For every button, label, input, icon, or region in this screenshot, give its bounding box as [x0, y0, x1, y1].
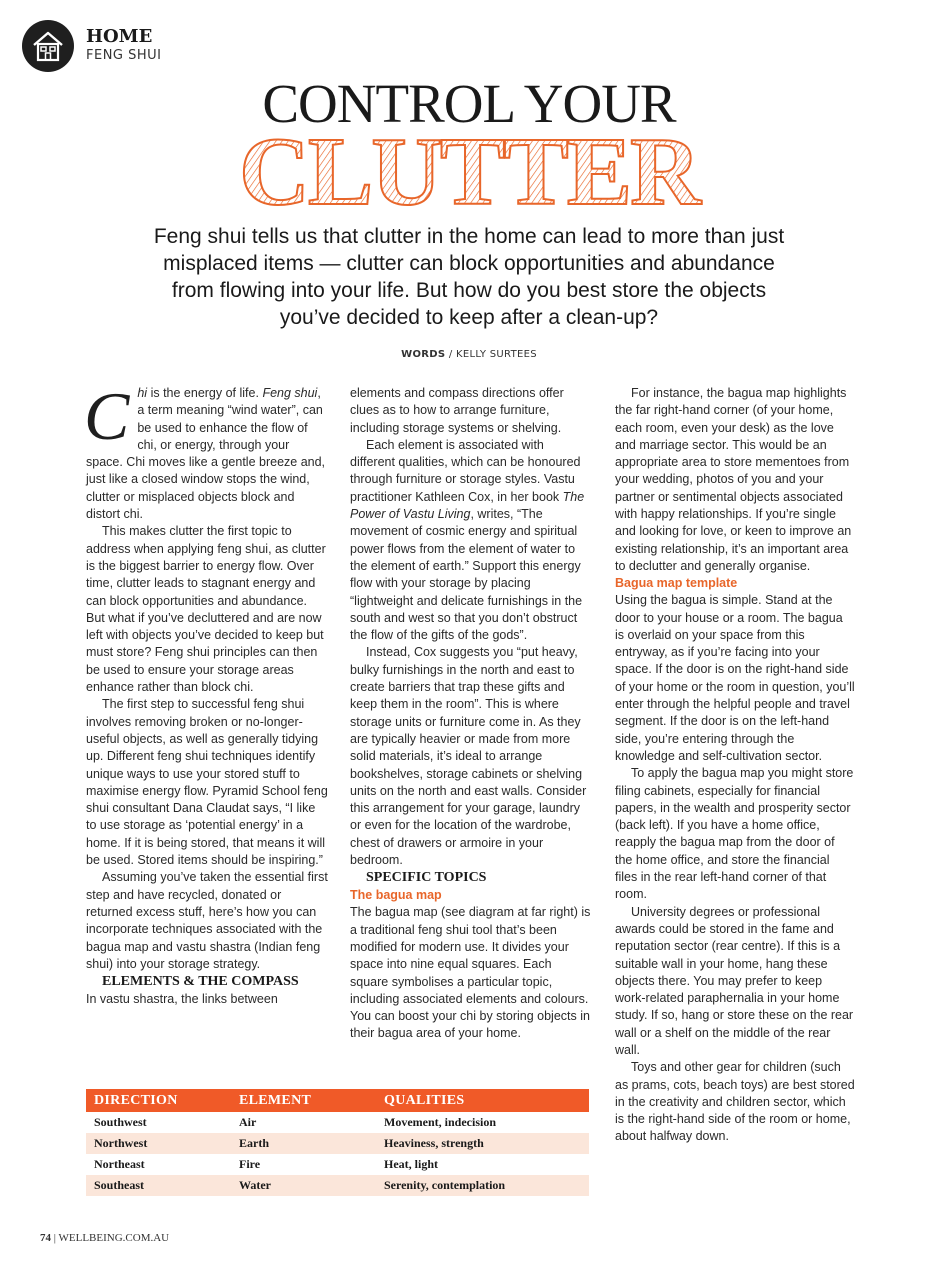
cell-qualities: Heat, light	[384, 1157, 438, 1171]
text: , a term meaning “wind water”, can be used to enhance the flow of chi, or energy, through your space. Chi moves like a gentle breeze and, just like a closed window stops the wind, clutter or misplaced objects block and distort chi.	[86, 386, 326, 522]
byline-author: KELLY SURTEES	[456, 349, 537, 360]
paragraph: In vastu shastra, the links between	[86, 992, 278, 1007]
house-icon	[30, 28, 66, 64]
cell-direction: Northeast	[94, 1157, 145, 1171]
standfirst: Feng shui tells us that clutter in the home can lead to more than just misplaced items — clutter can block opportunities and abundance from flowing into your life. But how do you best store the objects you’ve decided to keep after a clean-up?	[153, 225, 785, 329]
drop-cap: C	[84, 378, 130, 454]
cell-element: Fire	[239, 1157, 261, 1171]
page-footer	[40, 1232, 169, 1244]
text: is the energy of life.	[147, 386, 263, 400]
subsection-label: FENG SHUI	[86, 48, 162, 63]
header-qualities: QUALITIES	[376, 1089, 589, 1112]
section-header	[86, 27, 162, 65]
compass-table	[86, 1089, 589, 1196]
cell-qualities: Heaviness, strength	[376, 1133, 589, 1154]
cell-direction: Southeast	[86, 1175, 231, 1196]
paragraph: Instead, Cox suggests you “put heavy, bulky furnishings in the north and east to create barriers that trap these gifts and keep them in the room”. This is where storage units or furniture come in. As they are typically heavier or made from more solid materials, it’s ideal to arrange bookshelves, storage cabinets or shelving units on the north and east walls. Consider this arrangement for your garage, laundry or even for the location of the wardrobe, chest of drawers or armoire in your bedroom.	[350, 645, 587, 868]
orange-subheading: The bagua map	[350, 888, 442, 903]
footer-site: WELLBEING.COM.AU	[58, 1232, 170, 1244]
byline-sep: /	[445, 349, 456, 360]
cell-qualities: Movement, indecision	[384, 1115, 496, 1129]
byline	[0, 349, 938, 360]
header-direction: DIRECTION	[86, 1089, 231, 1112]
clutter-word: CLUTTER	[239, 122, 699, 214]
paragraph: Assuming you’ve taken the essential first step and have recycled, donated or returned excess stuff, here’s how you can incorporate techniques associated with the bagua map and vastu shastra (Indian feng shui) into your storage strategy.	[86, 870, 328, 971]
home-icon	[22, 20, 74, 72]
cell-element: Air	[239, 1115, 257, 1129]
table-row	[86, 1112, 589, 1133]
headline-line2	[0, 122, 938, 214]
paragraph: This makes clutter the first topic to address when applying feng shui, as clutter is the biggest barrier to energy flow. Over time, clutter leads to stagnant energy and can block opportunities and abundance. But what if you’ve decluttered and are now left with objects you’ve decided to keep but must store? Feng shui principles can then be used to ensure your storage areas enhance rather than block chi.	[86, 524, 326, 695]
table-row	[86, 1175, 589, 1196]
orange-subheading: Bagua map template	[615, 576, 738, 591]
paragraph: The first step to successful feng shui involves removing broken or no-longer-useful objects, as well as generally tidying up. Different feng shui techniques identify unique ways to use your stored stuff to maximise energy flow. Pyramid School feng shui consultant Dana Claudat says, “I like to use storage as ‘potential energy’ in a home. If it is being stored, that means it will be used. Stored items should be inspiring.”	[86, 697, 328, 868]
book-title: The Power of Vastu Living	[350, 489, 585, 522]
paragraph	[350, 437, 592, 645]
italic-text: Feng shui	[262, 386, 318, 400]
cell-element: Earth	[231, 1133, 376, 1154]
section-label: HOME	[86, 26, 153, 47]
paragraph: For instance, the bagua map highlights the far right-hand corner (of your home, each room, even your desk) as the love and marriage sector. This would be an appropriate area to store mementoes from your wedding, photos of you and your partner or sentimental objects associated with happy relationships. If you’re single and looking for love, or keen to improve an existing relationship, it’s an important area to declutter and generally organise.	[615, 386, 852, 573]
paragraph: The bagua map (see diagram at far right) is a traditional feng shui tool that’s been modified for modern use. It divides your space into nine equal squares. Each square symbolises a particular topic, including associated elements and colours. You can boost your chi by storing objects in their bagua area of your home.	[350, 905, 591, 1041]
clutter-wordmark	[234, 122, 704, 214]
cell-direction: Northwest	[86, 1133, 231, 1154]
paragraph: Using the bagua is simple. Stand at the door to your house or a room. The bagua is overlaid on your space from this entryway, as if you’re facing into your space. If the door is on the right-hand side of your home or the room in question, you’ll enter through the helpful people and travel segment. If the door is on the left-hand side, you’re entering through the knowledge and self-cultivation sector.	[615, 593, 855, 763]
page-number: 74	[40, 1232, 51, 1244]
headline-line1: CONTROL YOUR	[262, 73, 676, 134]
text: Each element is associated with different qualities, which can be honoured through furniture or storage styles. Vastu practitioner Kathleen Cox, in her book	[350, 437, 581, 504]
text: , writes, “The movement of cosmic energy and spiritual power flows from the element of water to the element of earth.” Support this energy flow with your storage by placing “lightweight and delicate furnishings in the south and west so that you don’t obstruct the flow of the gifts of the gods”.	[350, 507, 583, 643]
table-header-row	[86, 1089, 589, 1112]
table-row	[86, 1133, 589, 1154]
italic-text: hi	[137, 386, 148, 400]
footer-sep: |	[51, 1232, 59, 1244]
subheading: SPECIFIC TOPICS	[366, 870, 487, 886]
paragraph	[84, 378, 328, 523]
subheading: ELEMENTS & THE COMPASS	[102, 974, 299, 990]
column-3	[615, 385, 855, 1146]
column-1	[84, 378, 328, 1008]
table-row	[86, 1154, 589, 1175]
paragraph: Toys and other gear for children (such as prams, cots, beach toys) are best stored in the creativity and children sector, which is the right-hand side of the room or home, about halfway down.	[615, 1060, 855, 1144]
cell-qualities: Serenity, contemplation	[376, 1175, 589, 1196]
paragraph: University degrees or professional awards could be stored in the fame and reputation sector (rear centre). If this is a suitable wall in your home, hang these objects there. You may prefer to keep work-related paraphernalia in your home study. If so, hang or store these on the rear wall or a shelf on the middle of the rear wall.	[615, 904, 854, 1057]
paragraph: elements and compass directions offer clues as to how to arrange furniture, including storage systems or shelving.	[350, 386, 564, 435]
header-element: ELEMENT	[231, 1089, 376, 1112]
column-2	[350, 385, 592, 1043]
byline-label: WORDS	[401, 349, 446, 360]
cell-direction: Southwest	[94, 1115, 147, 1129]
cell-element: Water	[231, 1175, 376, 1196]
paragraph: To apply the bagua map you might store filing cabinets, especially for financial papers, in the wealth and prosperity sector (back left). If you have a home office, reapply the bagua map from the door of the home office, and store the financial files in the rear left-hand corner of that room.	[615, 766, 854, 902]
